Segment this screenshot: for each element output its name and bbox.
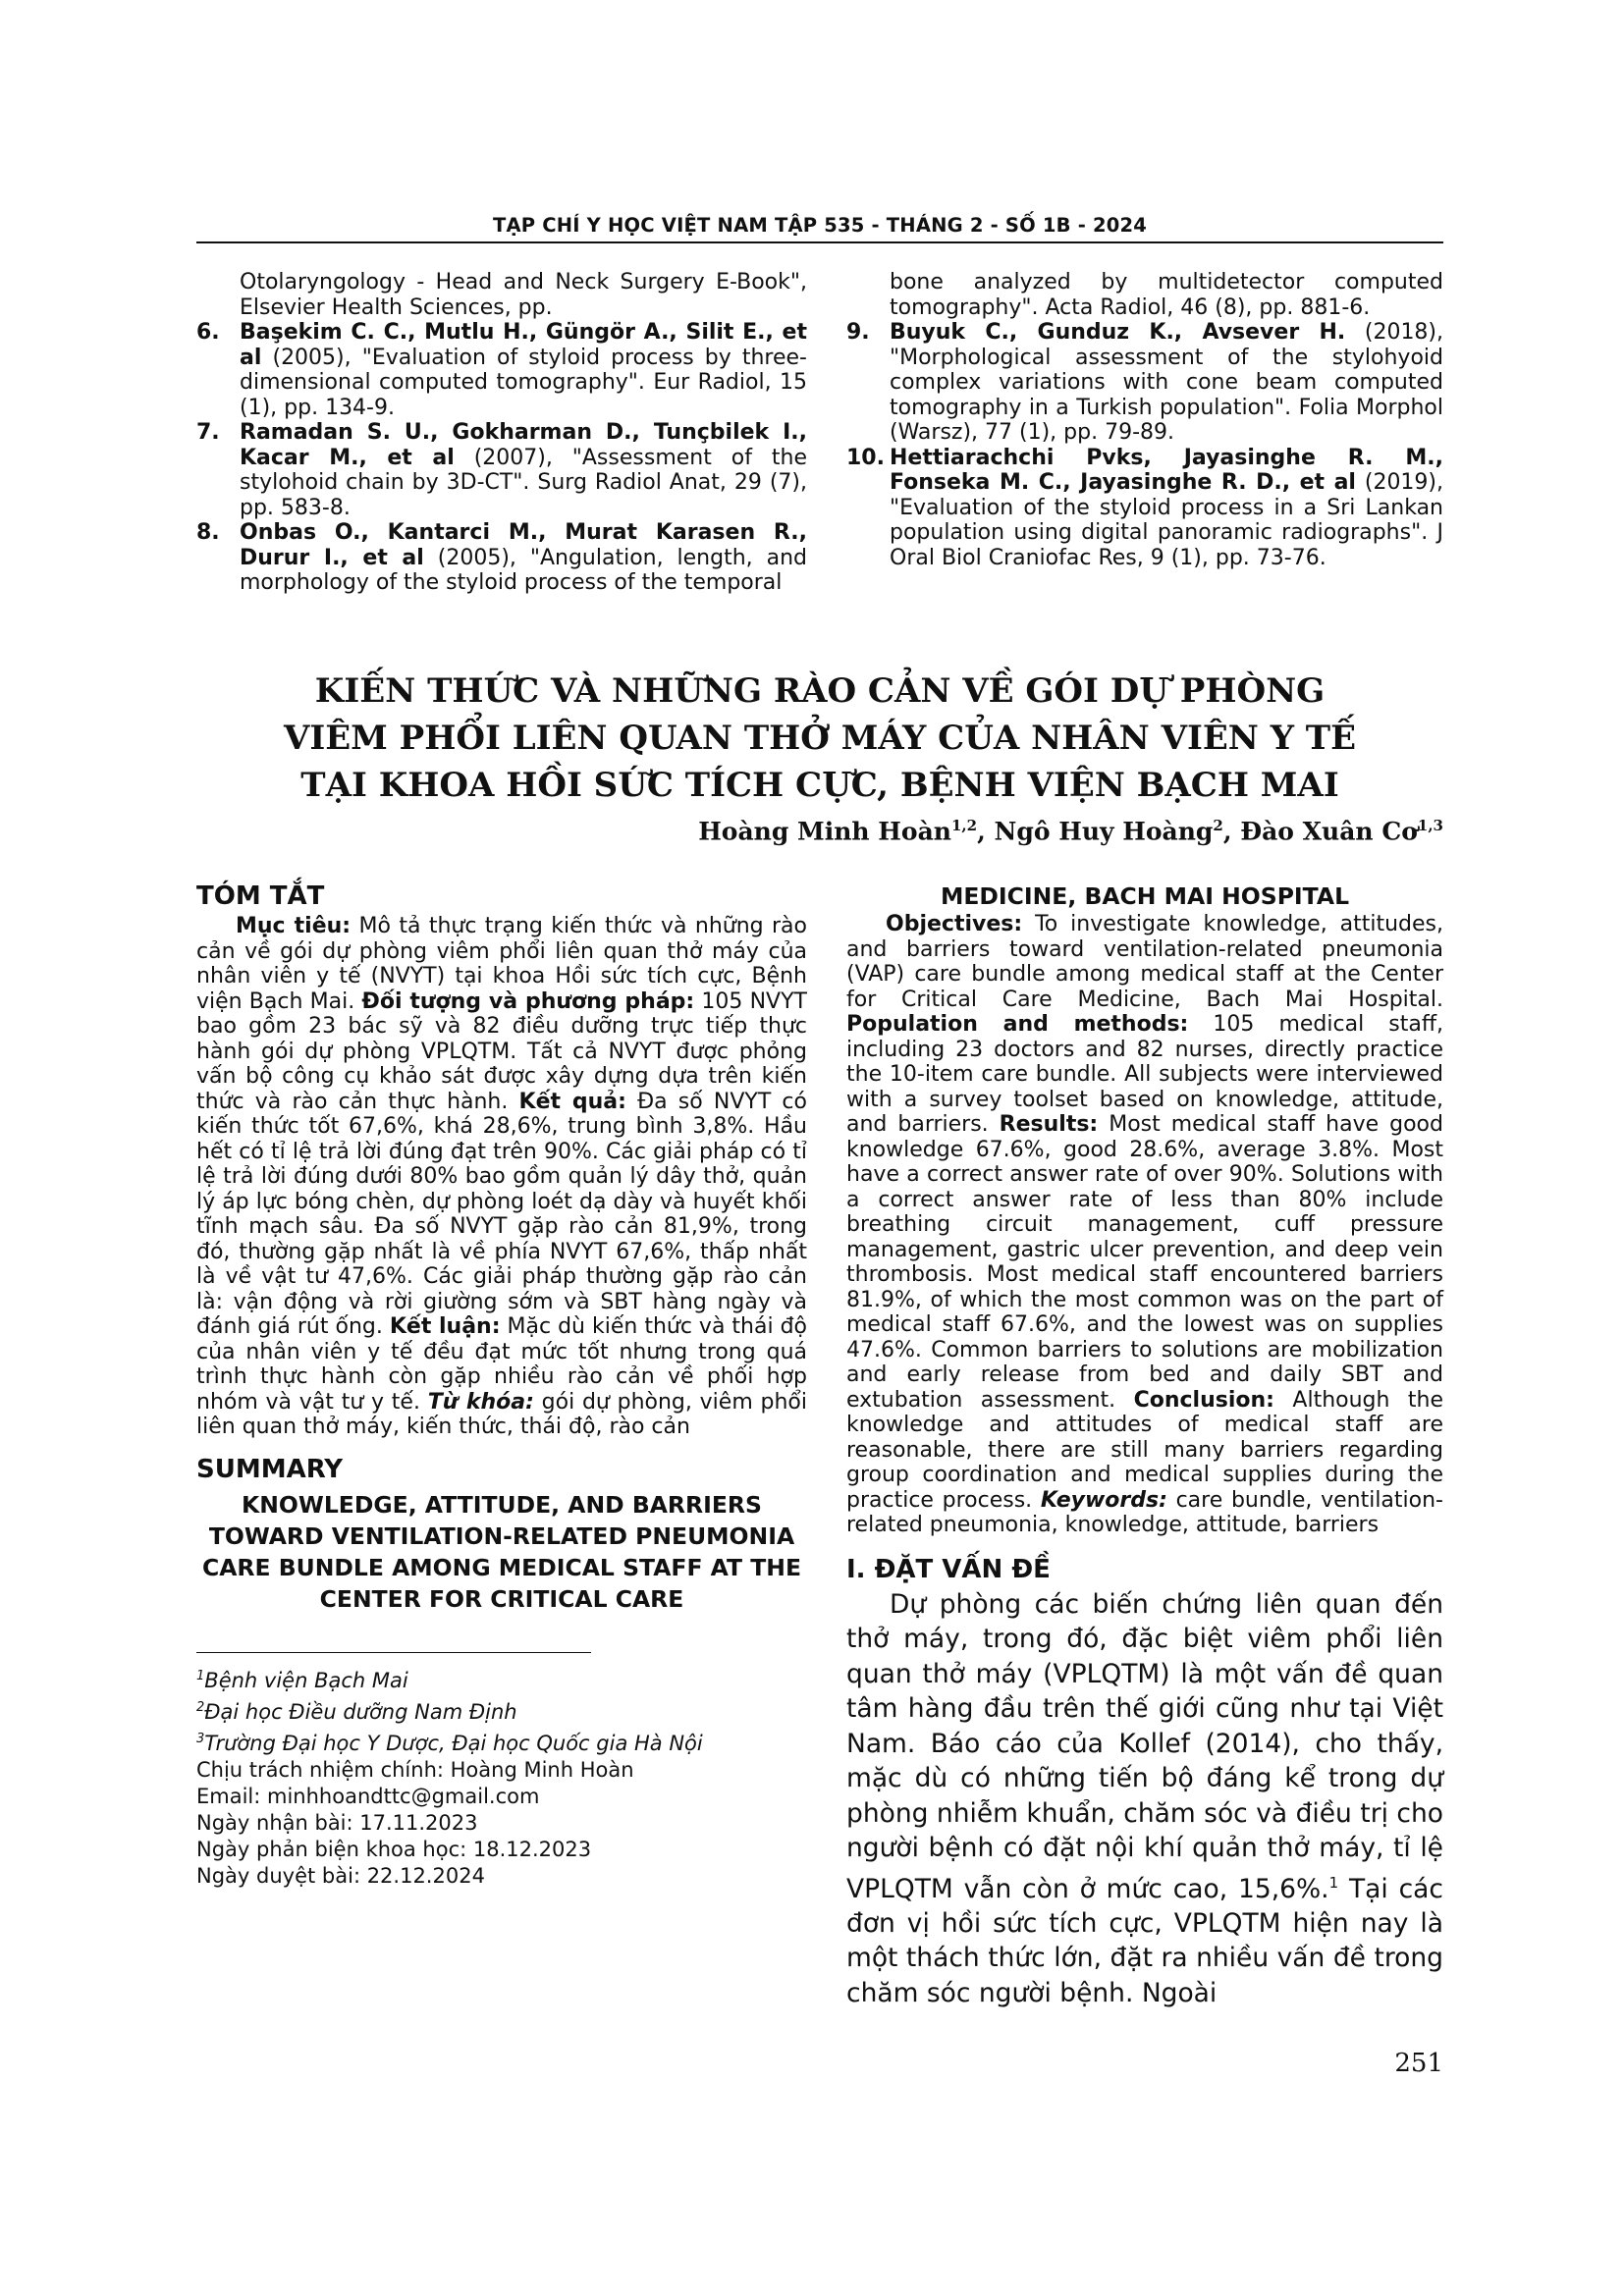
reference-continuation: bone analyzed by multidetector computed tomography". Acta Radiol, 46 (8), pp. 881-6. bbox=[890, 270, 1443, 320]
page-number: 251 bbox=[1394, 2049, 1443, 2078]
header-rule bbox=[196, 241, 1443, 243]
abstract-english: Objectives: To investigate knowledge, attitudes, and barriers toward ventilation-related pneumonia (VAP) care bundle among medical staff at the Center for Critical Care Medicine, Bach Mai Hospital. Population and methods: 105 medical staff, including 23 doctors and 82 nurses, directly practice the 10-item care bundle. All subjects were interviewed with a survey toolset based on knowledge, attitude, and barriers. Results: Most medical staff have good knowledge 67.6%, good 28.6%, average 3.8%. Most have a correct answer rate of over 90%. Solutions with a correct answer rate of less than 80% include breathing circuit management, cuff pressure management, gastric ulcer prevention, and deep vein thrombosis. Most medical staff encountered barriers 81.9%, of which the most common was on the part of medical staff 67.6%, and the lowest was on supplies 47.6%. Common barriers to solutions are mobilization and early release from bed and daily SBT and extubation assessment. Conclusion: Although the knowledge and attitudes of medical staff are reasonable, there are still many barriers regarding group coordination and medical supplies during the practice process. Keywords: care bundle, ventilation-related pneumonia, knowledge, attitude, barriers bbox=[846, 912, 1443, 1537]
reference-item: 10. Hettiarachchi Pvks, Jayasinghe R. M., Fonseka M. C., Jayasinghe R. D., et al (2019), "Evaluation of the styloid process in a Sri Lankan population using digital panoramic radiographs". J Oral Biol Craniofac Res, 9 (1), pp. 73-76. bbox=[846, 445, 1444, 570]
right-body-column bbox=[846, 881, 1443, 2010]
abstract-vietnamese: Mục tiêu: Mô tả thực trạng kiến thức và những rào cản về gói dự phòng viêm phổi liên quan thở máy của nhân viên y tế (NVYT) tại khoa Hồi sức tích cực, Bệnh viện Bạch Mai. Đối tượng và phương pháp: 105 NVYT bao gồm 23 bác sỹ và 82 điều dưỡng trực tiếp thực hành gói dự phòng VPLQTM. Tất cả NVYT được phỏng vấn bộ công cụ khảo sát được xây dựng dựa trên kiến thức và rào cản thực hành. Kết quả: Đa số NVYT có kiến thức tốt 67,6%, khá 28,6%, trung bình 3,8%. Hầu hết có tỉ lệ trả lời đúng đạt trên 90%. Các giải pháp có tỉ lệ trả lời đúng dưới 80% bao gồm quản lý dây thở, quản lý áp lực bóng chèn, dự phòng loét dạ dày và huyết khối tĩnh mạch sâu. Đa số NVYT gặp rào cản 81,9%, trong đó, thường gặp nhất là về phía NVYT 67,6%, thấp nhất là về vật tư 47,6%. Các giải pháp thường gặp rào cản là: vận động và rời giường sớm và SBT hàng ngày và đánh giá rút ống. Kết luận: Mặc dù kiến thức và thái độ của nhân viên y tế đều đạt mức tốt nhưng trong quá trình thực hành còn gặp nhiều rào cản về phối hợp nhóm và vật tư y tế. Từ khóa: gói dự phòng, viêm phổi liên quan thở máy, kiến thức, thái độ, rào cản bbox=[196, 914, 808, 1439]
reference-continuation: Otolaryngology - Head and Neck Surgery E-Book", Elsevier Health Sciences, pp. bbox=[240, 270, 807, 320]
author-name: Hoàng Minh Hoàn bbox=[698, 817, 951, 846]
author-name: Đào Xuân Cơ bbox=[1240, 817, 1418, 846]
reference-item: 7. Ramadan S. U., Gokharman D., Tunçbilek I., Kacar M., et al (2007), "Assessment of the stylohoid chain by 3D-CT". Surg Radiol Anat, 29 (7), pp. 583-8. bbox=[196, 420, 807, 520]
reference-item: 9. Buyuk C., Gunduz K., Avsever H. (2018), "Morphological assessment of the stylohyoid complex variations with cone beam computed tomography in a Turkish population". Folia Morphol (Warsz), 77 (1), pp. 79-89. bbox=[846, 320, 1444, 445]
left-body-column bbox=[196, 881, 807, 1890]
responsible-author: Chịu trách nhiệm chính: Hoàng Minh Hoàn bbox=[196, 1757, 634, 1782]
affiliation: $^3$Trường Đại học Y Dược, Đại học Quốc gia Hà Nội bbox=[196, 1731, 703, 1755]
summary-title: KNOWLEDGE, ATTITUDE, AND BARRIERS TOWARD VENTILATION-RELATED PNEUMONIA CARE BUNDLE AMONG MEDICAL STAFF AT THE CENTER FOR CRITICAL CARE bbox=[201, 1490, 802, 1613]
section-heading-tom-tat: TÓM TẮT bbox=[196, 881, 325, 911]
affiliation: $^1$Bệnh viện Bạch Mai bbox=[196, 1668, 408, 1692]
date-reviewed: Ngày phản biện khoa học: 18.12.2023 bbox=[196, 1837, 592, 1861]
introduction-text: Dự phòng các biến chứng liên quan đến thở máy, trong đó, đặc biệt viêm phổi liên quan thở máy (VPLQTM) là một vấn đề quan tâm hàng đầu trên thế giới cũng như tại Việt Nam. Báo cáo của Kollef (2014), cho thấy, mặc dù có những tiến bộ đáng kể trong dự phòng nhiễm khuẩn, chăm sóc và điều trị cho người bệnh có đặt nội khí quản thở máy, tỉ lệ VPLQTM vẫn còn ở mức cao, 15,6%.$^1$ Tại các đơn vị hồi sức tích cực, VPLQTM hiện nay là một thách thức lớn, đặt ra nhiều vấn đề trong chăm sóc người bệnh. Ngoài bbox=[846, 1588, 1443, 2008]
date-approved: Ngày duyệt bài: 22.12.2024 bbox=[196, 1863, 485, 1888]
author-list: Hoàng Minh Hoàn$^{1,2}$, Ngô Huy Hoàng$^2$, Đào Xuân Cơ$^{1,3}$ bbox=[698, 817, 1443, 846]
title-line: VIÊM PHỔI LIÊN QUAN THỞ MÁY CỦA NHÂN VIÊN Y TẾ bbox=[283, 719, 1357, 758]
reference-item: 6. Başekim C. C., Mutlu H., Güngör A., Silit E., et al (2005), "Evaluation of styloid process by three-dimensional computed tomography". Eur Radiol, 15 (1), pp. 134-9. bbox=[196, 320, 807, 420]
references-right bbox=[846, 270, 1443, 570]
author-name: Ngô Huy Hoàng bbox=[994, 817, 1214, 846]
title-line: TẠI KHOA HỒI SỨC TÍCH CỰC, BỆNH VIỆN BẠCH MAI bbox=[300, 766, 1339, 805]
title-line: KIẾN THỨC VÀ NHỮNG RÀO CẢN VỀ GÓI DỰ PHÒNG bbox=[314, 671, 1326, 711]
section-heading-introduction: I. ĐẶT VẤN ĐỀ bbox=[846, 1554, 1051, 1584]
article-title bbox=[196, 667, 1443, 809]
affiliation: $^2$Đại học Điều dưỡng Nam Định bbox=[196, 1699, 517, 1724]
section-heading-summary: SUMMARY bbox=[196, 1454, 344, 1484]
running-header: TẠP CHÍ Y HỌC VIỆT NAM TẬP 535 - THÁNG 2 - SỐ 1B - 2024 bbox=[492, 214, 1148, 237]
footnotes bbox=[196, 1663, 807, 1890]
reference-item: 8. Onbas O., Kantarci M., Murat Karasen R., Durur I., et al (2005), "Angulation, length, and morphology of the styloid process of the temporal bbox=[196, 520, 807, 595]
references-left bbox=[196, 270, 807, 596]
email: Email: minhhoandttc@gmail.com bbox=[196, 1784, 540, 1808]
summary-title-continued: MEDICINE, BACH MAI HOSPITAL bbox=[940, 882, 1350, 910]
date-received: Ngày nhận bài: 17.11.2023 bbox=[196, 1810, 478, 1835]
footnote-rule bbox=[196, 1652, 591, 1653]
